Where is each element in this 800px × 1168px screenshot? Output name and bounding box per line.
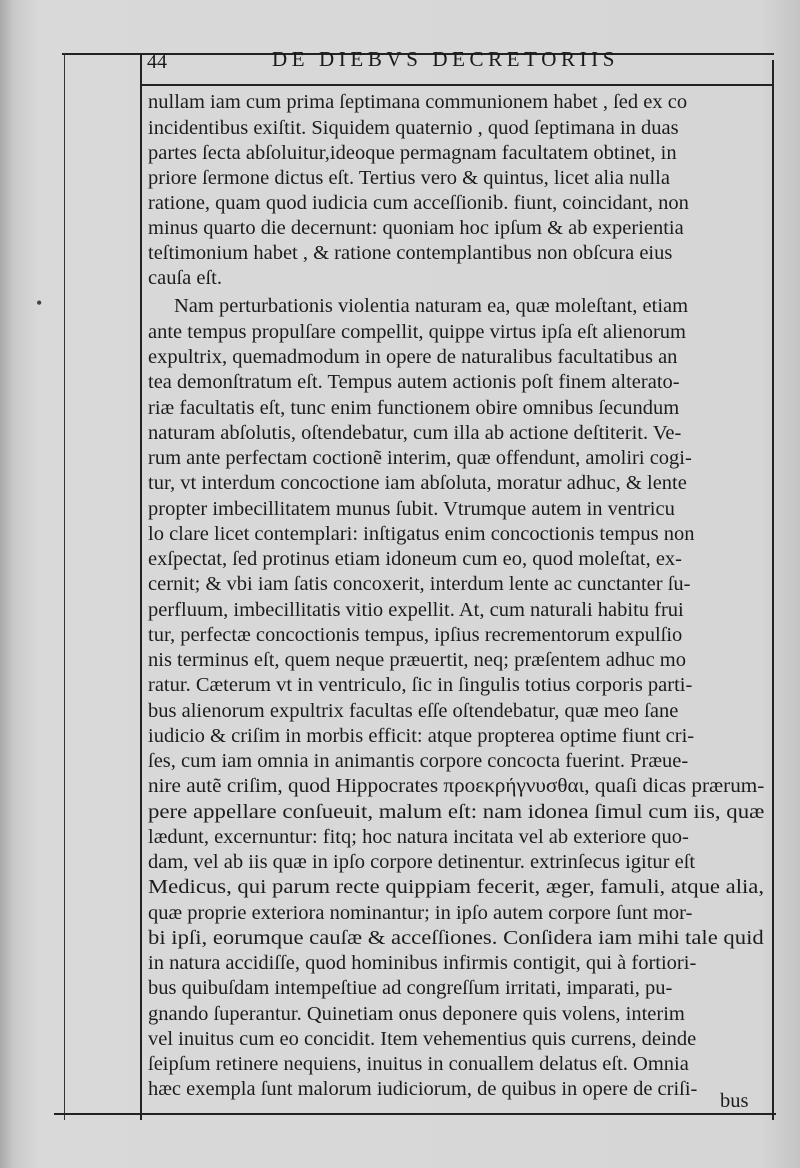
text-line: pere appellare conſueuit, malum eſt: nam idonea ſimul cum iis, quæ <box>148 801 765 823</box>
text-line: bus alienorum expultrix facultas eſſe oſtendebatur, quæ meo ſane <box>148 700 679 722</box>
text-line: lo clare licet contemplari: inſtigatus enim concoctionis tempus non <box>148 523 695 545</box>
text-line: cauſa eſt. <box>148 267 222 289</box>
right-rule <box>772 60 774 1120</box>
catchword: bus <box>720 1090 749 1112</box>
text-line: tur, perfectæ concoctionis tempus, ipſius recrementorum expulſio <box>148 624 683 646</box>
text-line: exſpectat, ſed protinus etiam idoneum cum eo, quod moleſtat, ex- <box>148 548 682 570</box>
text-line: propter imbecillitatem munus ſubit. Vtrumque autem in ventricu <box>148 498 675 520</box>
text-line: gnando ſuperantur. Quinetiam onus deponere quis volens, interim <box>148 1003 685 1025</box>
text-line: naturam abſolutis, oſtendebatur, cum illa ab actione deſtiterit. Ve- <box>148 422 682 444</box>
text-line: ſeipſum retinere nequiens, inuitus in conuallem delatus eſt. Omnia <box>148 1053 689 1075</box>
text-line: lædunt, excernuntur: fitq; hoc natura incitata vel ab exteriore quo- <box>148 826 689 848</box>
text-line: hæc exempla ſunt malorum iudiciorum, de quibus in opere de criſi- <box>148 1078 698 1100</box>
text-line: rum ante perfectam coctionẽ interim, quæ offendunt, amoliri cogi- <box>148 447 692 469</box>
text-line: nullam iam cum prima ſeptimana communionem habet , ſed ex co <box>148 91 688 113</box>
text-line: Medicus, qui parum recte quippiam fecerit, æger, famuli, atque alia, <box>148 876 765 898</box>
running-head: DE DIEBVS DECRETORIIS <box>272 47 620 71</box>
text-line: ratur. Cæterum vt in ventriculo, ſic in ſingulis totius corporis parti- <box>148 674 693 696</box>
text-line: riæ facultatis eſt, tunc enim functionem obire omnibus ſecundum <box>148 397 680 419</box>
left-outer-rule <box>64 53 65 1120</box>
left-inner-rule <box>140 53 142 1120</box>
text-line: nire autẽ criſim, quod Hippocrates προεκρήγνυσθαι, quaſi dicas prærum- <box>148 775 765 797</box>
text-line: bus quibuſdam intempeſtiue ad congreſſum irritati, imparati, pu- <box>148 977 673 999</box>
text-line: partes ſecta abſoluitur,ideoque permagnam facultatem obtinet, in <box>148 142 677 164</box>
margin-mark: • <box>36 293 43 313</box>
text-line: priore ſermone dictus eſt. Tertius vero & quintus, licet alia nulla <box>148 167 670 189</box>
page-number: 44 <box>147 51 167 73</box>
text-line: expultrix, quemadmodum in opere de naturalibus facultatibus an <box>148 346 678 368</box>
text-line: dam, vel ab iis quæ in ipſo corpore detinentur. extrinſecus igitur eſt <box>148 851 696 873</box>
text-line: tea demonſtratum eſt. Tempus autem actionis poſt finem alterato- <box>148 371 680 393</box>
text-line: incidentibus exiſtit. Siquidem quaternio , quod ſeptimana in duas <box>148 117 679 139</box>
paragraph-first-line: Nam perturbationis violentia naturam ea, quæ moleſtant, etiam <box>174 295 689 317</box>
text-line: nis terminus eſt, quem neque præuertit, neq; præſentem adhuc mo <box>148 649 687 671</box>
text-line: ſes, cum iam omnia in animantis corpore concocta fuerint. Præue- <box>148 750 689 772</box>
text-line: tur, vt interdum concoctione iam abſoluta, moratur adhuc, & lente <box>148 472 687 494</box>
text-line: quæ proprie exteriora nominantur; in ipſo autem corpore ſunt mor- <box>148 902 693 924</box>
text-line: iudicio & criſim in morbis efficit: atque propterea optime fiunt cri- <box>148 725 695 747</box>
text-line: cernit; & vbi iam ſatis concoxerit, interdum lente ac cunctanter ſu- <box>148 573 691 595</box>
text-line: ante tempus propulſare compellit, quippe virtus ipſa eſt alienorum <box>148 321 686 343</box>
text-line: perfluum, imbecillitatis vitio expellit. At, cum naturali habitu frui <box>148 599 684 621</box>
text-line: teſtimonium habet , & ratione contemplantibus non obſcura eius <box>148 242 673 264</box>
text-line: vel inuitus cum eo concidit. Item vehementius quis currens, deinde <box>148 1028 697 1050</box>
text-line: minus quarto die decernunt: quoniam hoc ipſum & ab experientia <box>148 217 684 239</box>
text-line: bi ipſi, eorumque cauſæ & acceſſiones. Conſidera iam mihi tale quid <box>148 927 764 949</box>
text-line: ratione, quam quod iudicia cum acceſſionib. fiunt, coincidant, non <box>148 192 689 214</box>
header-underline <box>140 84 772 86</box>
bottom-rule <box>54 1113 776 1115</box>
text-line: in natura accidiſſe, quod hominibus infirmis contigit, qui à fortiori- <box>148 952 697 974</box>
